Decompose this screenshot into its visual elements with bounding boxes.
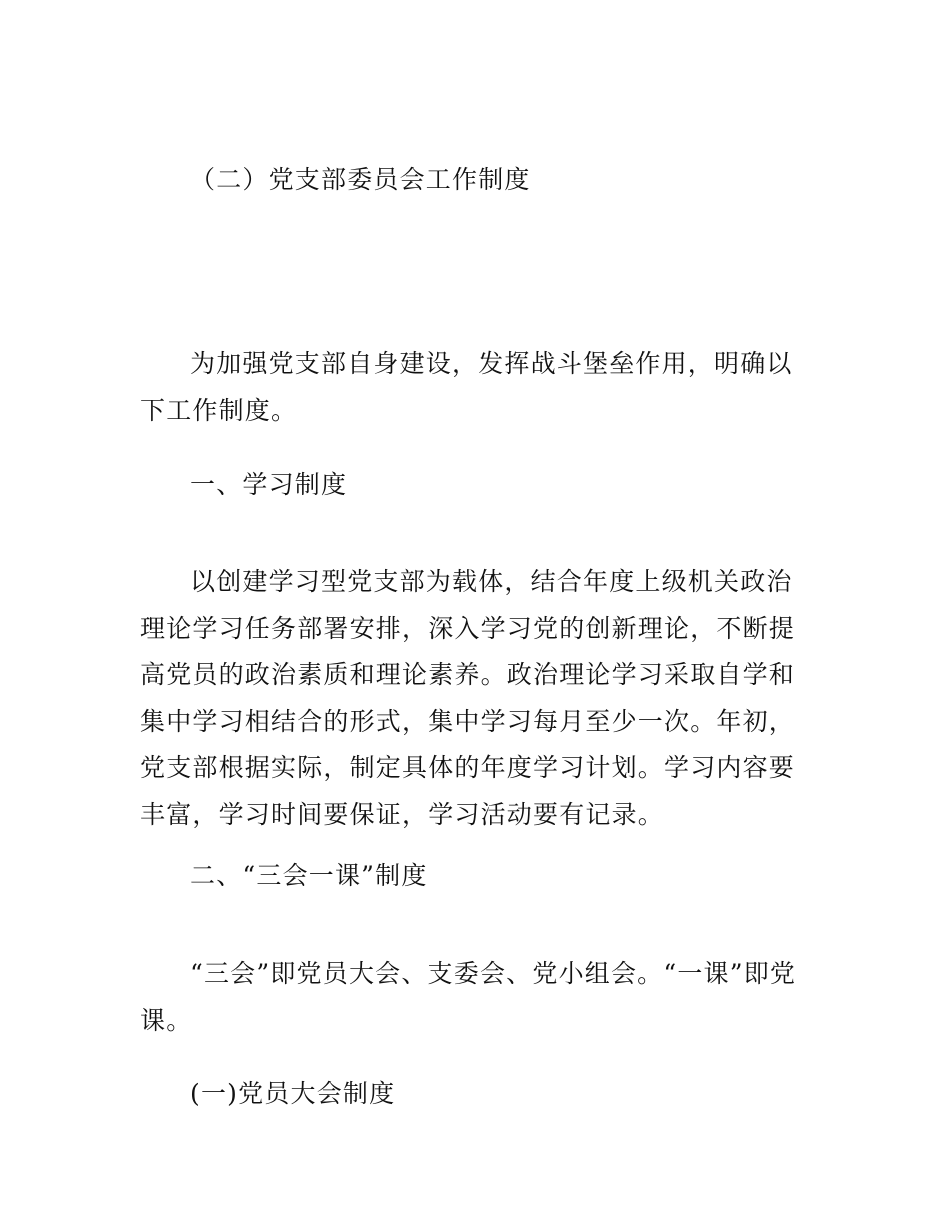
subheading-party-member-congress: (一)党员大会制度 <box>190 1079 396 1108</box>
section-title: （二）党支部委员会工作制度 <box>190 165 531 194</box>
intro-paragraph: 为加强党支部自身建设，发挥战斗堡垒作用，明确以下工作制度。 <box>140 349 793 425</box>
three-meetings-paragraph: “三会”即党员大会、支委会、党小组会。“一课”即党课。 <box>140 959 797 1035</box>
heading-study-system: 一、学习制度 <box>190 470 348 499</box>
study-paragraph: 以创建学习型党支部为载体，结合年度上级机关政治理论学习任务部署安排，深入学习党的创新理论，不断提高党员的政治素质和理论素养。政治理论学习采取自学和集中学习相结合的形式，集中学习每月至少一次。年初，党支部根据实际，制定具体的年度学习计划。学习内容要丰富，学习时间要保证，学习活动要有记录。 <box>140 567 796 829</box>
heading-three-meetings-one-lesson: 二、“三会一课”制度 <box>190 861 428 890</box>
